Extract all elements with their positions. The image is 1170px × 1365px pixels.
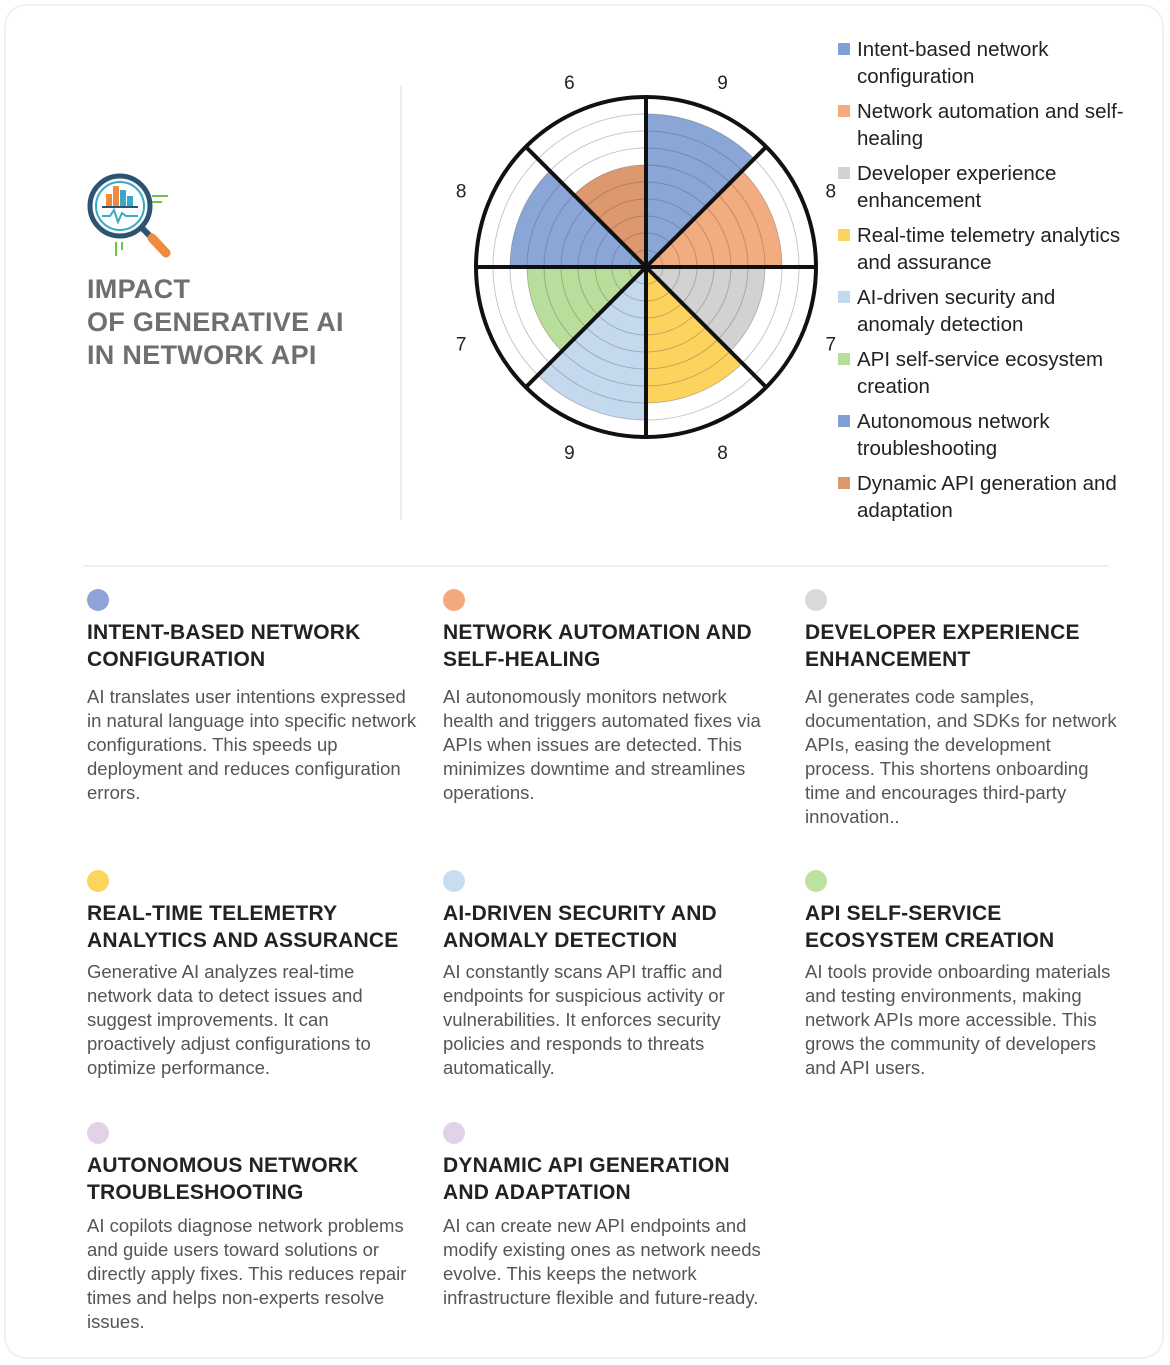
item-telemetry <box>87 870 405 1080</box>
chart-value-label: 6 <box>564 73 575 95</box>
legend-swatch <box>838 43 850 55</box>
legend-swatch <box>838 415 850 427</box>
legend-item <box>838 36 1138 90</box>
item-dynamic-api <box>443 1122 773 1310</box>
legend-label: Developer experience enhancement <box>857 162 1057 212</box>
polar-area-chart <box>440 60 840 470</box>
legend-item <box>838 408 1138 462</box>
legend-label: Real-time telemetry analytics and assurance <box>857 224 1121 274</box>
legend-swatch <box>838 105 850 117</box>
item-dot <box>87 870 109 892</box>
legend-item <box>838 346 1138 400</box>
item-network-automation <box>443 589 773 805</box>
vertical-divider <box>400 85 402 520</box>
item-title: NETWORK AUTOMATION AND SELF-HEALING <box>443 621 752 671</box>
item-dot <box>87 589 109 611</box>
legend-swatch <box>838 477 850 489</box>
legend-swatch <box>838 167 850 179</box>
legend-item <box>838 98 1138 152</box>
chart-value-label: 9 <box>717 73 728 95</box>
item-title: DYNAMIC API GENERATION AND ADAPTATION <box>443 1154 730 1204</box>
chart-value-label: 7 <box>825 334 837 356</box>
legend-label: API self-service ecosystem creation <box>857 348 1104 398</box>
item-description: AI autonomously monitors network health and triggers automated fixes via APIs when issues are detected. This minimizes downtime and streamlines operations. <box>443 686 761 803</box>
page-title: IMPACT OF GENERATIVE AI IN NETWORK API <box>87 274 344 370</box>
item-dot <box>443 870 465 892</box>
item-dot <box>87 1122 109 1144</box>
legend-swatch <box>838 291 850 303</box>
magnifier-chart-icon <box>82 170 177 265</box>
legend-item <box>838 222 1138 276</box>
item-dot <box>443 589 465 611</box>
item-description: AI tools provide onboarding materials and testing environments, making network APIs more accessible. This grows the community of developers and API users. <box>805 961 1111 1078</box>
item-dot <box>805 589 827 611</box>
item-description: AI copilots diagnose network problems and guide users toward solutions or directly apply fixes. This reduces repair times and helps non-experts resolve issues. <box>87 1215 407 1332</box>
chart-value-label: 8 <box>717 442 728 464</box>
item-description: AI translates user intentions expressed in natural language into specific network configurations. This speeds up deployment and reduces configuration errors. <box>87 686 417 803</box>
item-title: AI-DRIVEN SECURITY AND ANOMALY DETECTION <box>443 902 717 952</box>
item-troubleshooting <box>87 1122 417 1334</box>
legend-item <box>838 284 1138 338</box>
item-security <box>443 870 773 1080</box>
legend-swatch <box>838 229 850 241</box>
item-dot <box>443 1122 465 1144</box>
legend-item <box>838 160 1138 214</box>
item-title: INTENT-BASED NETWORK CONFIGURATION <box>87 621 361 671</box>
item-title: REAL-TIME TELEMETRY ANALYTICS AND ASSURANCE <box>87 902 399 952</box>
item-description: Generative AI analyzes real-time network data to detect issues and suggest improvements. It can proactively adjust configurations to optimize performance. <box>87 961 371 1078</box>
item-intent-based <box>87 589 417 805</box>
item-title: AUTONOMOUS NETWORK TROUBLESHOOTING <box>87 1154 359 1204</box>
item-description: AI can create new API endpoints and modify existing ones as network needs evolve. This keeps the network infrastructure flexible and future-ready. <box>443 1215 761 1308</box>
item-dot <box>805 870 827 892</box>
item-self-service <box>805 870 1123 1080</box>
legend-label: Dynamic API generation and adaptation <box>857 472 1117 522</box>
chart-value-label: 8 <box>825 181 837 203</box>
item-description: AI constantly scans API traffic and endpoints for suspicious activity or vulnerabilities. It enforces security policies and responds to threats automatically. <box>443 961 725 1078</box>
item-developer-experience <box>805 589 1123 829</box>
chart-legend <box>838 36 1138 532</box>
legend-label: Network automation and self-healing <box>857 100 1124 150</box>
chart-value-label: 9 <box>564 442 575 464</box>
chart-value-label: 7 <box>455 334 467 356</box>
legend-swatch <box>838 353 850 365</box>
legend-label: AI-driven security and anomaly detection <box>857 286 1056 336</box>
item-title: API SELF-SERVICE ECOSYSTEM CREATION <box>805 902 1055 952</box>
legend-item <box>838 470 1138 524</box>
legend-label: Intent-based network configuration <box>857 38 1049 88</box>
chart-value-label: 8 <box>455 181 467 203</box>
horizontal-divider <box>83 565 1109 567</box>
item-description: AI generates code samples, documentation, and SDKs for network APIs, easing the development process. This shortens onboarding time and encourages third-party innovation.. <box>805 686 1117 827</box>
item-title: DEVELOPER EXPERIENCE ENHANCEMENT <box>805 621 1080 671</box>
legend-label: Autonomous network troubleshooting <box>857 410 1050 460</box>
